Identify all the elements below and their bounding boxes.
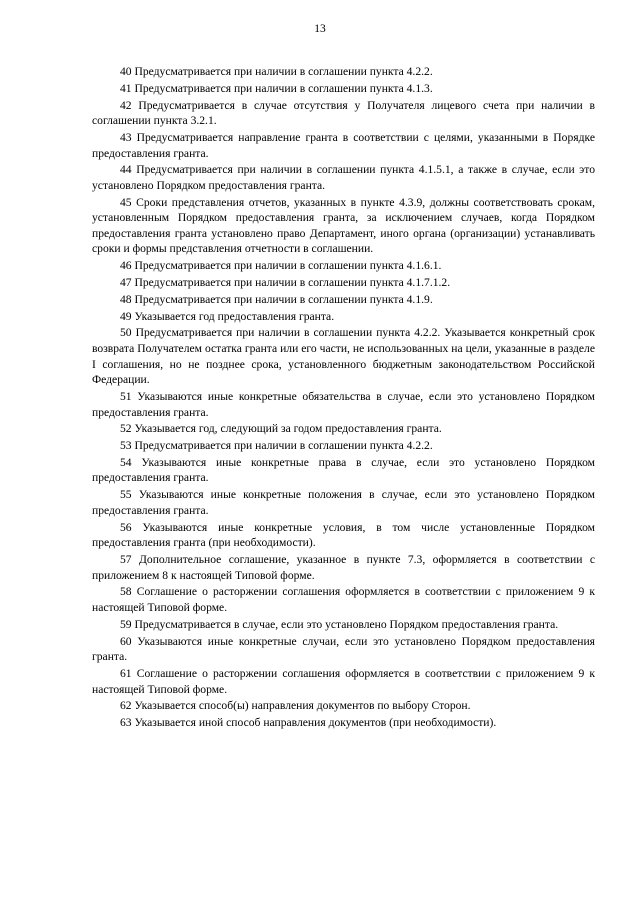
footnote-63: 63 Указывается иной способ направления документов (при необходимости). [120,716,497,730]
footnote-62: 62 Указывается способ(ы) направления документов по выбору Сторон. [120,699,471,713]
footnote-54: 54 Указываются иные конкретные права в случае, если это установлено Порядком предоставления гранта. [92,455,595,485]
footnote-52: 52 Указывается год, следующий за годом предоставления гранта. [120,422,442,436]
footnote-44: 44 Предусматривается при наличии в соглашении пункта 4.1.5.1, а также в случае, если это установлено Порядком предоставления гранта. [92,163,595,192]
footnote-46: 46 Предусматривается при наличии в соглашении пункта 4.1.6.1. [120,259,442,273]
footnote-41: 41 Предусматривается при наличии в соглашении пункта 4.1.3. [120,81,433,95]
footnote-56: 56 Указываются иные конкретные условия, в том числе установленные Порядком предоставления гранта (при необходимости). [92,520,595,550]
footnote-45: 45 Сроки представления отчетов, указанных в пункте 4.3.9, должны соответствовать срокам, установленным Порядком предоставления гранта, за исключением случаев, когда Порядком предоставления гранта установлено право Департамент, иного органа (организации) устанавливать сроки и формы представления отчетности в соглашении. [92,195,595,256]
footnote-42: 42 Предусматривается в случае отсутствия у Получателя лицевого счета при наличии в соглашении пункта 3.2.1. [92,98,595,128]
footnote-49: 49 Указывается год предоставления гранта. [120,309,335,323]
footnote-47: 47 Предусматривается при наличии в соглашении пункта 4.1.7.1.2. [120,276,451,290]
footnote-51: 51 Указываются иные конкретные обязательства в случае, если это установлено Порядком предоставления гранта. [92,389,595,419]
footnote-48: 48 Предусматривается при наличии в соглашении пункта 4.1.9. [120,292,433,306]
footnote-60: 60 Указываются иные конкретные случаи, если это установлено Порядком предоставления гранта. [92,634,595,664]
footnote-53: 53 Предусматривается при наличии в соглашении пункта 4.2.2. [120,439,433,453]
footnote-58: 58 Соглашение о расторжении соглашения оформляется в соответствии с приложением 9 к настоящей Типовой форме. [92,585,595,614]
footnote-40: 40 Предусматривается при наличии в соглашении пункта 4.2.2. [120,65,433,78]
footnote-61: 61 Соглашение о расторжении соглашения оформляется в соответствии с приложением 9 к настоящей Типовой форме. [92,666,595,696]
footnotes-list [92,64,595,732]
page-number: 13 [314,23,326,35]
footnote-59: 59 Предусматривается в случае, если это установлено Порядком предоставления гранта. [120,617,559,631]
footnote-50: 50 Предусматривается при наличии в соглашении пункта 4.2.2. Указывается конкретный срок возврата Получателем остатка гранта или его части, не использованных на цели, указанные в разделе I соглашения, но не позднее срока, установленного бюджетным законодательством Российской Федерации. [92,326,595,387]
footnote-57: 57 Дополнительное соглашение, указанное в пункте 7.3, оформляется в соответствии с приложением 8 к настоящей Типовой форме. [92,553,595,582]
footnote-43: 43 Предусматривается направление гранта в соответствии с целями, указанными в Порядке предоставления гранта. [92,130,595,160]
footnote-55: 55 Указываются иные конкретные положения в случае, если это установлено Порядком предоставления гранта. [92,488,595,517]
